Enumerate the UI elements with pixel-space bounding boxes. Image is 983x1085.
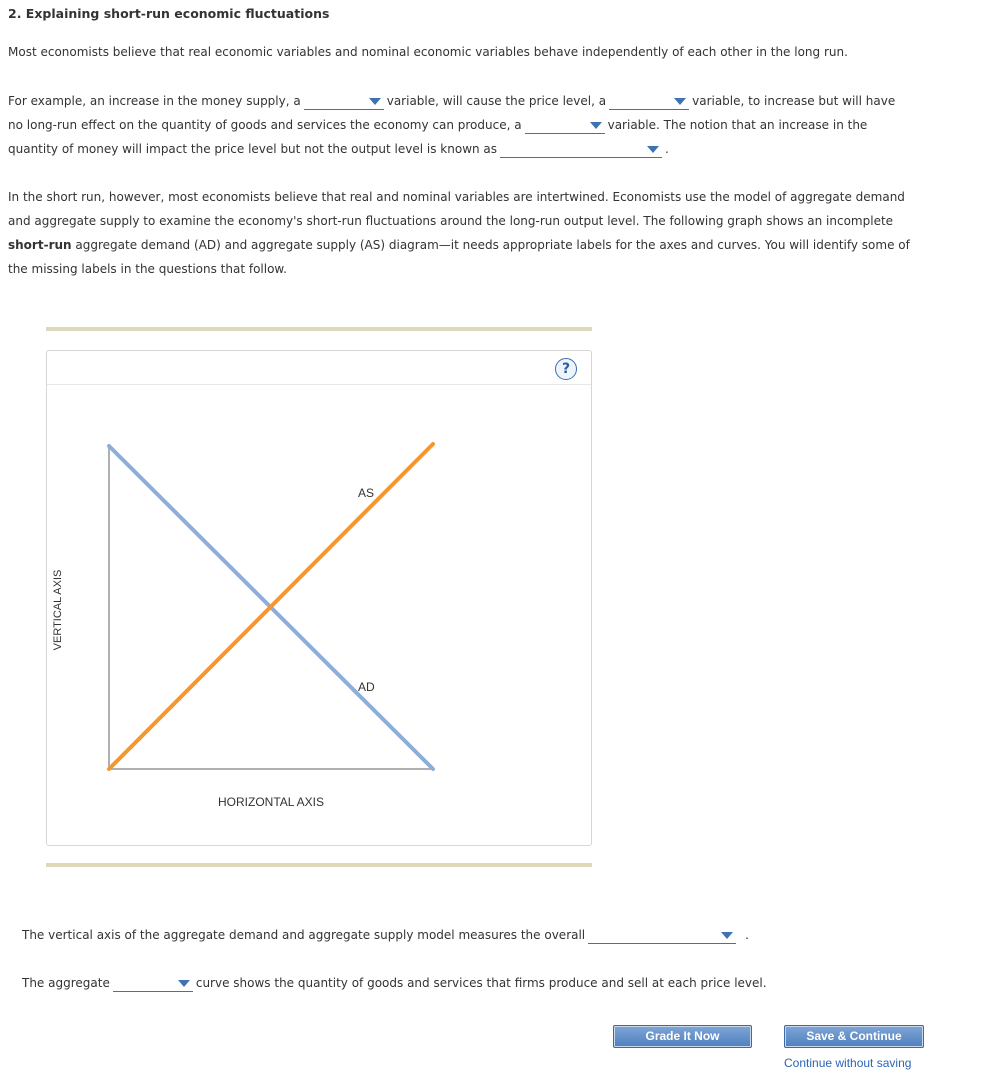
para2-line4: the missing labels in the questions that follow.: [8, 262, 287, 276]
para1-text-4: no long-run effect on the quantity of goods and services the economy can produce, a: [8, 118, 522, 132]
curve-question-post: curve shows the quantity of goods and services that firms produce and sell at each price level.: [195, 976, 767, 990]
vertical-axis-dropdown[interactable]: [588, 927, 736, 944]
para1-text-7: .: [665, 142, 669, 156]
curve-question-pre: The aggregate: [22, 976, 110, 990]
para2-line1: In the short run, however, most economists believe that real and nominal variables are intertwined. Economists use the model of aggregate demand: [8, 190, 905, 204]
vertical-axis-question: [22, 923, 749, 947]
vertical-axis-label: VERTICAL AXIS: [52, 569, 64, 651]
para1-text-5: variable. The notion that an increase in the: [607, 118, 868, 132]
para1-text-1: For example, an increase in the money supply, a: [8, 94, 301, 108]
vertical-axis-question-period: .: [745, 928, 749, 942]
graph-bottom-bar: [46, 863, 592, 867]
intro-text: Most economists believe that real economic variables and nominal economic variables behave independently of each other in the long run.: [8, 45, 848, 59]
chevron-down-icon: [178, 980, 190, 987]
as-curve-label: AS: [358, 486, 375, 500]
help-icon[interactable]: ?: [555, 358, 577, 380]
para1-text-2: variable, will cause the price level, a: [386, 94, 607, 108]
question-title: 2. Explaining short-run economic fluctuations: [8, 6, 330, 21]
curve-question: [22, 971, 767, 995]
short-run-bold: short-run: [8, 238, 72, 252]
chevron-down-icon: [721, 932, 733, 939]
horizontal-axis-label: HORIZONTAL AXIS: [218, 795, 325, 809]
continue-without-saving-link[interactable]: Continue without saving: [784, 1056, 912, 1070]
vertical-axis-question-text: The vertical axis of the aggregate demand and aggregate supply model measures the overall: [22, 928, 586, 942]
ad-curve-label: AD: [358, 680, 375, 694]
para1-text-3: variable, to increase but will have: [692, 94, 896, 108]
save-continue-button[interactable]: Save & Continue: [784, 1025, 924, 1048]
curve-type-dropdown[interactable]: [113, 975, 193, 992]
para1-text-6: quantity of money will impact the price level but not the output level is known as: [8, 142, 498, 156]
para2-line2: and aggregate supply to examine the economy's short-run fluctuations around the long-run output level. The following graph shows an incomplete: [8, 214, 894, 228]
grade-it-now-button[interactable]: Grade It Now: [613, 1025, 752, 1048]
para2-line3-text: aggregate demand (AD) and aggregate supply (AS) diagram—it needs appropriate labels for the axes and curves. You will identify some of: [71, 238, 910, 252]
